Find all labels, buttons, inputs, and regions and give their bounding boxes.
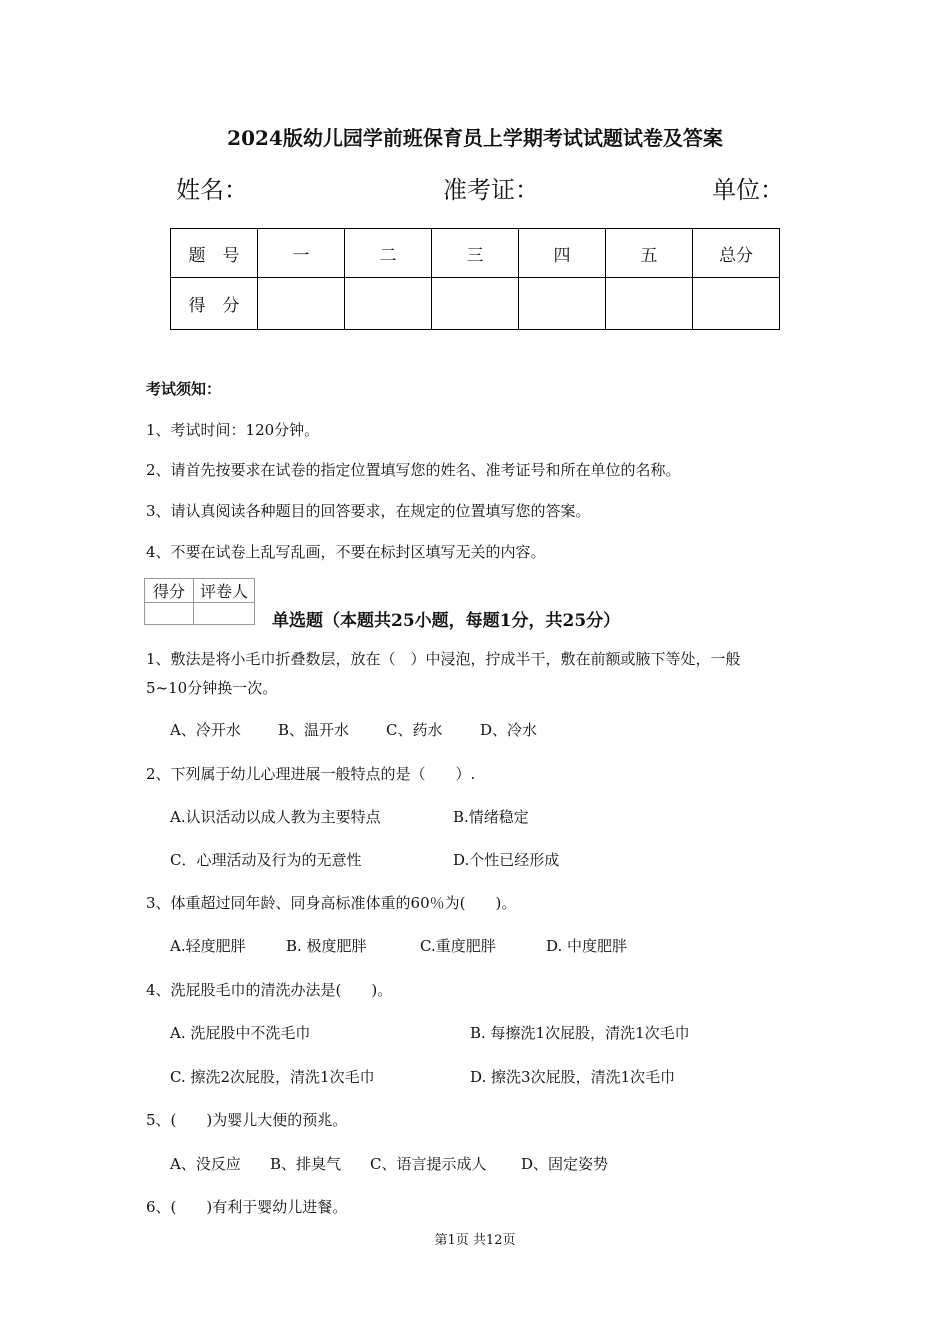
grader-score-cell[interactable] (145, 603, 194, 625)
name-label: 姓名： (176, 176, 248, 204)
question-stem: 2、下列属于幼儿心理进展一般特点的是（ ）. (146, 765, 476, 783)
score-header-cell: 三 (432, 229, 519, 278)
option-d: D.个性已经形成 (453, 851, 560, 869)
score-table-score-row (171, 278, 780, 330)
unit-label: 单位： (712, 176, 784, 204)
score-cell[interactable] (258, 278, 345, 330)
option-c: C、语言提示成人 (370, 1155, 487, 1173)
option-c: C．心理活动及行为的无意性 (170, 851, 362, 869)
score-header-cell: 总分 (693, 229, 780, 278)
option-d: D. 擦洗3次屁股，清洗1次毛巾 (470, 1068, 676, 1086)
option-d: D、冷水 (480, 721, 538, 739)
question-stem: 5、( )为婴儿大便的预兆。 (146, 1111, 348, 1129)
option-a: A、没反应 (170, 1155, 241, 1173)
option-c: C.重度肥胖 (420, 937, 496, 955)
option-a: A.轻度肥胖 (170, 937, 246, 955)
page-footer: 第1页 共12页 (434, 1233, 516, 1248)
score-table (170, 228, 780, 330)
option-a: A. 洗屁股中不洗毛巾 (170, 1024, 311, 1042)
score-header-cell: 四 (519, 229, 606, 278)
notice-item: 4、不要在试卷上乱写乱画，不要在标封区填写无关的内容。 (146, 543, 546, 561)
score-table-header-row (171, 229, 780, 278)
question-stem: 1、敷法是将小毛巾折叠数层，放在（ ）中浸泡，拧成半干，敷在前额或腋下等处，一般 (146, 650, 741, 668)
notice-item: 1、考试时间：120分钟。 (146, 421, 320, 439)
option-d: D、固定姿势 (521, 1155, 609, 1173)
score-header-cell: 二 (345, 229, 432, 278)
option-d: D. 中度肥胖 (546, 937, 628, 955)
question-stem: 6、( )有利于婴幼儿进餐。 (146, 1198, 348, 1216)
section-title: 单选题（本题共25小题，每题1分，共25分） (272, 611, 621, 631)
option-b: B. 每擦洗1次屁股，清洗1次毛巾 (470, 1024, 690, 1042)
score-cell[interactable] (432, 278, 519, 330)
option-c: C、药水 (386, 721, 443, 739)
grader-reviewer-cell[interactable] (194, 603, 255, 625)
score-header-cell: 题 号 (171, 229, 258, 278)
notice-item: 2、请首先按要求在试卷的指定位置填写您的姓名、准考证号和所在单位的名称。 (146, 461, 681, 479)
option-c: C. 擦洗2次屁股，清洗1次毛巾 (170, 1068, 375, 1086)
question-stem: 3、体重超过同年龄、同身高标准体重的60％为( )。 (146, 894, 517, 912)
option-b: B、温开水 (278, 721, 350, 739)
score-row-label: 得 分 (171, 278, 258, 330)
notice-heading: 考试须知： (146, 380, 222, 398)
option-a: A、冷开水 (170, 721, 241, 739)
grader-reviewer-label: 评卷人 (194, 579, 255, 603)
option-b: B、排臭气 (270, 1155, 342, 1173)
exam-id-label: 准考证： (443, 176, 539, 204)
option-a: A.认识活动以成人教为主要特点 (170, 808, 381, 826)
score-header-cell: 一 (258, 229, 345, 278)
question-stem-continued: 5~10分钟换一次。 (146, 679, 278, 697)
grader-box (144, 578, 255, 625)
score-cell[interactable] (345, 278, 432, 330)
option-b: B. 极度肥胖 (286, 937, 367, 955)
score-cell[interactable] (606, 278, 693, 330)
option-b: B.情绪稳定 (453, 808, 529, 826)
score-cell[interactable] (693, 278, 780, 330)
question-stem: 4、洗屁股毛巾的清洗办法是( )。 (146, 981, 393, 999)
score-header-cell: 五 (606, 229, 693, 278)
score-cell[interactable] (519, 278, 606, 330)
document-title: 2024版幼儿园学前班保育员上学期考试试题试卷及答案 (227, 126, 723, 150)
notice-item: 3、请认真阅读各种题目的回答要求，在规定的位置填写您的答案。 (146, 502, 591, 520)
grader-score-label: 得分 (145, 579, 194, 603)
